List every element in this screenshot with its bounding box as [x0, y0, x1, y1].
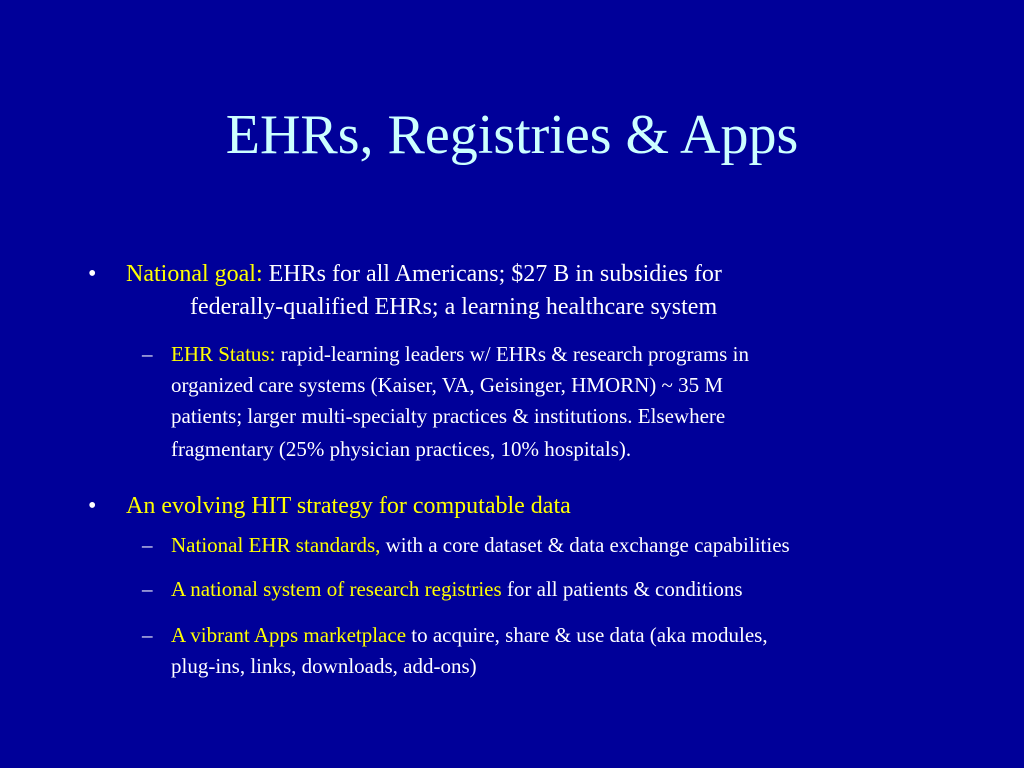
bullet-marker: • — [88, 261, 97, 287]
bullet-text — [126, 258, 986, 291]
sub-bullet-text — [171, 530, 1001, 561]
sub-bullet-text — [171, 574, 1001, 605]
sub-bullet-line: rapid-learning leaders w/ EHRs & research programs in — [275, 342, 749, 366]
sub-bullet-marker: – — [142, 533, 153, 557]
sub-bullet-highlight: EHR Status: — [171, 342, 276, 366]
bullet-highlight: An evolving HIT strategy for computable data — [126, 493, 571, 519]
bullet-highlight: National goal: — [126, 261, 263, 287]
sub-bullet-line: to acquire, share & use data (aka modules, — [406, 623, 768, 647]
sub-bullet-highlight: National EHR standards, — [171, 533, 381, 557]
sub-bullet-highlight: A vibrant Apps marketplace — [171, 623, 407, 647]
bullet-marker: • — [88, 493, 97, 519]
sub-bullet-text — [171, 620, 1001, 682]
sub-bullet-line: patients; larger multi-specialty practices & institutions. Elsewhere — [171, 404, 726, 428]
sub-bullet-line: organized care systems (Kaiser, VA, Geisinger, HMORN) ~ 35 M — [171, 373, 724, 397]
sub-bullet-line: plug-ins, links, downloads, add-ons) — [171, 654, 477, 678]
sub-bullet-marker: – — [142, 577, 153, 601]
bullet-body: EHRs for all Americans; $27 B in subsidies for — [262, 261, 722, 287]
sub-bullet-marker: – — [142, 623, 153, 647]
sub-bullet-line: fragmentary (25% physician practices, 10% hospitals). — [171, 437, 632, 461]
sub-bullet-line: for all patients & conditions — [501, 577, 743, 601]
sub-bullet-line: with a core dataset & data exchange capabilities — [380, 533, 790, 557]
slide-title: EHRs, Registries & Apps — [225, 104, 799, 166]
sub-bullet-highlight: A national system of research registries — [171, 577, 502, 601]
bullet-text-continuation: federally-qualified EHRs; a learning healthcare system — [190, 294, 718, 320]
sub-bullet-text — [171, 339, 991, 465]
sub-bullet-marker: – — [142, 342, 153, 366]
